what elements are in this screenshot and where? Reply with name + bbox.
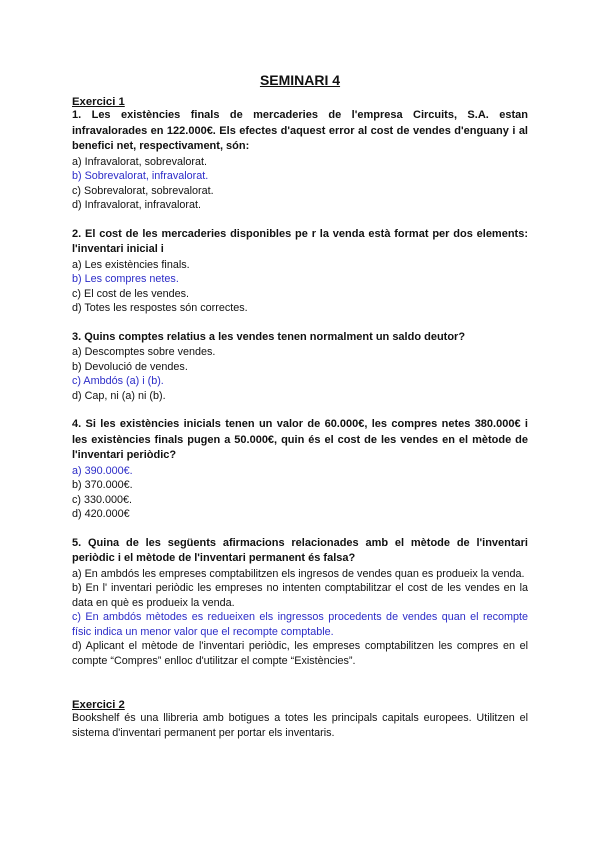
question-4-option-c: c) 330.000€. <box>72 493 133 506</box>
question-4-option-a: a) 390.000€. <box>72 464 133 477</box>
question-2-option-b: b) Les compres netes. <box>72 273 179 285</box>
question-4 <box>72 417 528 522</box>
question-3-option-c: c) Ambdós (a) i (b). <box>72 375 164 387</box>
question-2-text: 2. El cost de les mercaderies disponibles pe r la venda està format per dos elements: l'inventari inicial i <box>72 227 528 255</box>
question-1-option-d: d) Infravalorat, infravalorat. <box>72 199 202 211</box>
question-5-option-c: c) En ambdós mètodes es redueixen els ingressos procedents de vendes quan el recompte físic indica un menor valor que el recompte comptable. <box>72 611 528 638</box>
question-5-option-d: d) Aplicant el mètode de l'inventari periòdic, les empreses comptabilitzen les compres en el compte “Compres” enlloc d'utilitzar el compte “Existències”. <box>72 640 528 667</box>
question-2-option-d: d) Totes les respostes són correctes. <box>72 302 248 314</box>
question-4-option-d: d) 420.000€ <box>72 508 130 520</box>
question-3-option-b: b) Devolució de vendes. <box>72 360 188 373</box>
question-1 <box>72 108 528 213</box>
question-2 <box>72 227 528 316</box>
question-5 <box>72 536 528 669</box>
exercise-2-text: Bookshelf és una llibreria amb botigues a totes les principals capitals europees. Utilitzen el sistema d'inventari permanent per portar els inventaris. <box>72 712 528 739</box>
question-5-option-a: a) En ambdós les empreses comptabilitzen els ingresos de vendes quan es produeix la venda. <box>72 567 525 580</box>
question-1-option-b: b) Sobrevalorat, infravalorat. <box>72 170 209 182</box>
question-3 <box>72 330 528 404</box>
question-5-text: 5. Quina de les següents afirmacions relacionades amb el mètode de l'inventari periòdic i el mètode de l'inventari permanent és falsa? <box>72 536 528 564</box>
question-3-option-a: a) Descomptes sobre vendes. <box>72 346 216 358</box>
question-2-option-a: a) Les existències finals. <box>72 258 190 271</box>
question-2-option-c: c) El cost de les vendes. <box>72 287 190 300</box>
question-5-option-b: b) En l' inventari periòdic les empreses no intenten comptabilitzar el cost de les vendes en la data en què es produeix la venda. <box>72 582 528 609</box>
exercise-1-heading: Exercici 1 <box>72 96 125 108</box>
question-3-option-d: d) Cap, ni (a) ni (b). <box>72 389 166 402</box>
question-4-text: 4. Si les existències inicials tenen un valor de 60.000€, les compres netes 380.000€ i les existències finals pugen a 50.000€, quin és el cost de les vendes en el mètode de l'inventari periòdic? <box>72 418 528 461</box>
question-1-option-c: c) Sobrevalorat, sobrevalorat. <box>72 184 214 197</box>
question-1-option-a: a) Infravalorat, sobrevalorat. <box>72 155 208 168</box>
question-4-option-b: b) 370.000€. <box>72 479 133 491</box>
document-page <box>72 72 528 741</box>
question-3-text: 3. Quins comptes relatius a les vendes tenen normalment un saldo deutor? <box>72 330 466 343</box>
page-title: SEMINARI 4 <box>259 72 341 88</box>
exercise-2-heading: Exercici 2 <box>72 699 125 711</box>
question-1-text: 1. Les existències finals de mercaderies de l'empresa Circuits, S.A. estan infravalorades en 122.000€. Els efectes d'aquest error al cost de vendes d'enguany i al benefici net, respectivament, són: <box>72 109 528 152</box>
